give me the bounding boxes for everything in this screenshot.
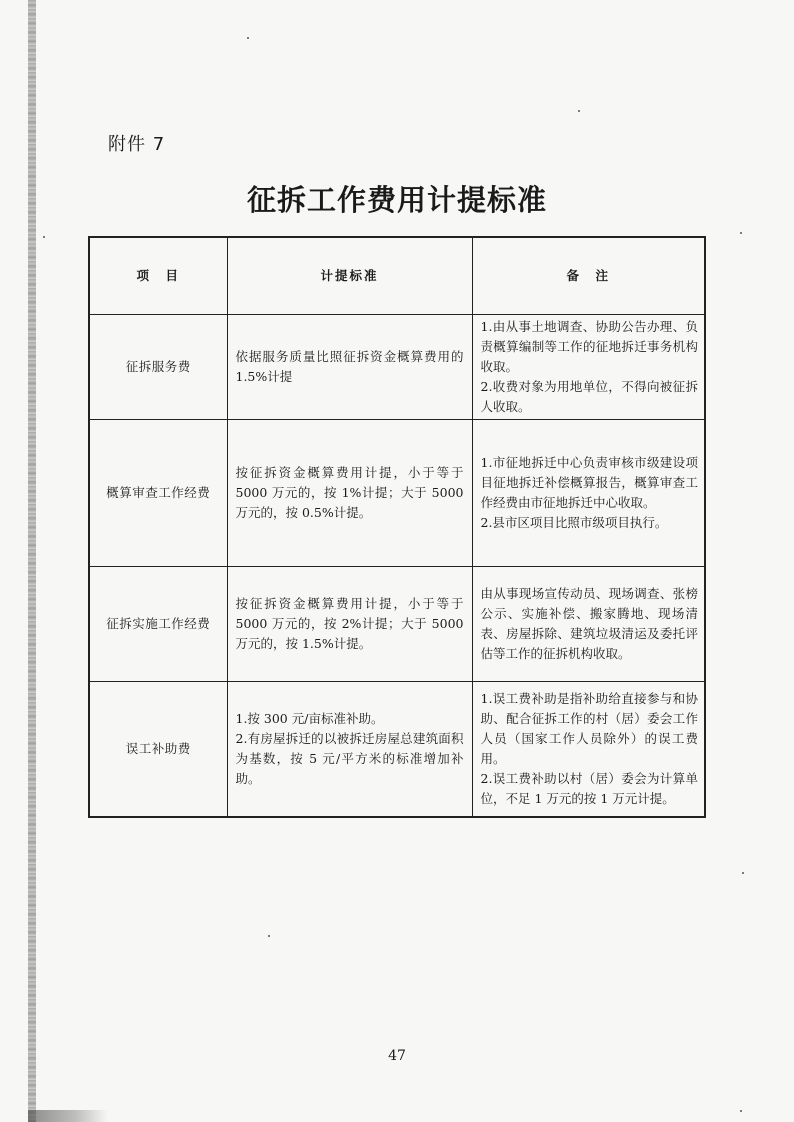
note-line: 由从事现场宣传动员、现场调查、张榜公示、实施补偿、搬家腾地、现场清表、房屋拆除、建筑垃圾清运及委托评估等工作的征拆机构收取。 [480,586,698,661]
row-item: 概算审查工作经费 [89,420,227,567]
table-row [89,682,705,818]
row-notes [472,420,705,567]
row-item: 误工补助费 [89,682,227,818]
row-standard: 按征拆资金概算费用计提，小于等于 5000 万元的，按 1%计提；大于 5000 万元的，按 0.5%计提。 [227,420,472,567]
row-standard [227,682,472,818]
standard-line: 2.有房屋拆迁的以被拆迁房屋总建筑面积为基数，按 5 元/平方米的标准增加补助。 [235,731,464,786]
row-standard: 依据服务质量比照征拆资金概算费用的 1.5%计提 [227,315,472,420]
scan-speck [742,872,744,874]
scan-edge-shadow-bottom [28,1110,108,1122]
table-row [89,420,705,567]
scan-edge-shadow [28,0,36,1122]
scan-speck [268,935,270,937]
attachment-label: 附件 7 [108,134,166,155]
header-item: 项 目 [89,237,227,315]
document-title: 征拆工作费用计提标准 [246,183,547,217]
note-line: 2.误工费补助以村（居）委会为计算单位，不足 1 万元的按 1 万元计提。 [480,771,698,806]
row-item: 征拆服务费 [89,315,227,420]
scan-speck [740,1110,742,1112]
header-standard: 计提标准 [227,237,472,315]
table-header-row [89,237,705,315]
header-notes: 备 注 [472,237,705,315]
row-standard: 按征拆资金概算费用计提，小于等于 5000 万元的，按 2%计提；大于 5000 万元的，按 1.5%计提。 [227,567,472,682]
note-line: 2.收费对象为用地单位，不得向被征拆人收取。 [480,379,698,414]
note-line: 1.由从事土地调查、协助公告办理、负责概算编制等工作的征地拆迁事务机构收取。 [480,319,698,374]
page-number: 47 [388,1048,406,1064]
note-line: 2.县市区项目比照市级项目执行。 [480,515,668,530]
row-notes [472,567,705,682]
note-line: 1.误工费补助是指补助给直接参与和协助、配合征拆工作的村（居）委会工作人员（国家工作人员除外）的误工费用。 [480,691,698,766]
table-row [89,567,705,682]
scan-speck [740,232,742,234]
scan-speck [247,37,249,39]
fee-standard-table [88,236,706,818]
table-row [89,315,705,420]
scan-speck [578,110,580,112]
row-item: 征拆实施工作经费 [89,567,227,682]
row-notes [472,682,705,818]
scan-speck [43,236,45,238]
standard-line: 1.按 300 元/亩标准补助。 [235,711,384,726]
row-notes [472,315,705,420]
note-line: 1.市征地拆迁中心负责审核市级建设项目征地拆迁补偿概算报告，概算审查工作经费由市征地拆迁中心收取。 [480,455,698,510]
